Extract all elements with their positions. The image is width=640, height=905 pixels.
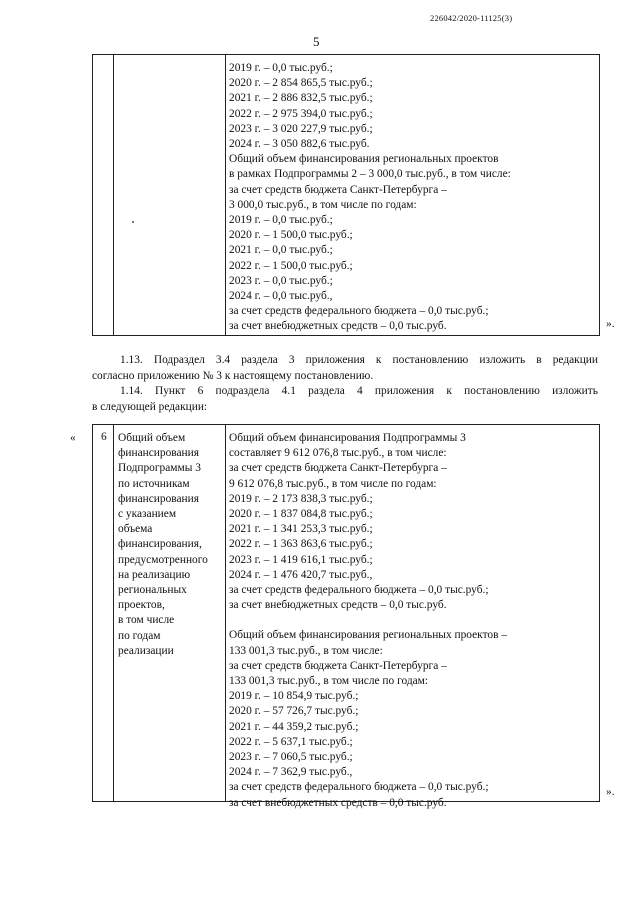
text-line: за счет средств бюджета Санкт-Петербурга – (229, 462, 447, 475)
paragraph-line (92, 384, 598, 400)
row-number: 6 (101, 431, 107, 443)
text-line: за счет средств федерального бюджета – 0,0 тыс.руб.; (229, 584, 489, 597)
text-line: за счет средств федерального бюджета – 0,0 тыс.руб.; (229, 781, 489, 794)
text-line: 2021 г. – 1 341 253,3 тыс.руб.; (229, 523, 373, 536)
text-line: региональных (118, 584, 187, 597)
text-line: 2021 г. – 0,0 тыс.руб.; (229, 244, 333, 257)
word: в (536, 354, 542, 366)
text-line: 2024 г. – 7 362,9 тыс.руб., (229, 766, 353, 779)
spacer (229, 613, 507, 628)
word: приложения (374, 385, 435, 397)
word: раздела (241, 354, 278, 366)
text-line: финансирования (118, 492, 199, 505)
text-line: за счет средств бюджета Санкт-Петербурга – (229, 659, 447, 672)
word: Пункт (155, 385, 186, 397)
text-line: 2020 г. – 57 726,7 тыс.руб.; (229, 705, 359, 718)
text-line: за счет внебюджетных средств – 0,0 тыс.руб. (229, 599, 447, 612)
document-id: 226042/2020-11125(3) (430, 13, 513, 23)
text-line: 9 612 076,8 тыс.руб., в том числе по годам: (229, 477, 437, 490)
text-line: 2022 г. – 1 500,0 тыс.руб.; (229, 259, 353, 272)
text-line: 2024 г. – 0,0 тыс.руб., (229, 290, 333, 303)
word: 4.1 (281, 385, 296, 397)
text-line: 2020 г. – 2 854 865,5 тыс.руб.; (229, 77, 373, 90)
table-item-6 (92, 424, 600, 809)
text-line: 2024 г. – 1 476 420,7 тыс.руб., (229, 568, 373, 581)
text-line: 2021 г. – 44 359,2 тыс.руб.; (229, 720, 359, 733)
word: к (375, 354, 382, 366)
word: 1.13. (120, 354, 143, 366)
text-line: 2023 г. – 3 020 227,9 тыс.руб.; (229, 122, 373, 135)
text-line: Подпрограммы 3 (118, 462, 201, 475)
text-line: с указанием (118, 508, 177, 521)
text-line: за счет средств бюджета Санкт-Петербурга – (229, 183, 447, 196)
word: 1.14. (120, 385, 143, 397)
text-line: 2020 г. – 1 837 084,8 тыс.руб.; (229, 508, 373, 521)
text-line: объема (118, 523, 153, 536)
word: изложить (479, 354, 526, 366)
text-line: 2022 г. – 5 637,1 тыс.руб.; (229, 735, 353, 748)
text-line: 2019 г. – 10 854,9 тыс.руб.; (229, 690, 359, 703)
word: приложения (305, 354, 365, 366)
word: 3.4 (215, 354, 231, 366)
text-line: в рамках Подпрограммы 2 – 3 000,0 тыс.руб., в том числе: (229, 168, 511, 181)
text-line: на реализацию (118, 568, 191, 581)
text-line: 3 000,0 тыс.руб., в том числе по годам: (229, 198, 417, 211)
text-line: в том числе (118, 614, 175, 627)
word: постановлению (464, 385, 540, 397)
paragraph-line (92, 353, 598, 369)
closing-quote: ». (606, 786, 615, 798)
text-line: проектов, (118, 599, 165, 612)
text-line: 133 001,3 тыс.руб., в том числе: (229, 644, 383, 657)
text-line: Общий объем (118, 432, 186, 444)
scan-speck (132, 221, 134, 223)
column-divider (225, 55, 226, 335)
text-line: 2020 г. – 1 500,0 тыс.руб.; (229, 229, 353, 242)
opening-quote: « (70, 432, 76, 444)
text-line: реализации (118, 644, 174, 657)
text-line: 2021 г. – 2 886 832,5 тыс.руб.; (229, 92, 373, 105)
text-line: 2022 г. – 1 363 863,6 тыс.руб.; (229, 538, 373, 551)
text-line: составляет 9 612 076,8 тыс.руб., в том числе: (229, 447, 447, 460)
text-line: по источникам (118, 477, 190, 490)
word: редакции (552, 354, 598, 366)
paragraph-line: согласно приложению № 3 к настоящему постановлению. (92, 369, 374, 382)
text-line: за счет внебюджетных средств – 0,0 тыс.руб. (229, 320, 447, 333)
text-line: 2019 г. – 0,0 тыс.руб.; (229, 214, 333, 227)
text-line: предусмотренного (118, 553, 208, 566)
word: раздела (308, 385, 345, 397)
table-continuation (92, 54, 600, 336)
text-line: 2019 г. – 0,0 тыс.руб.; (229, 62, 333, 74)
text-line: 2019 г. – 2 173 838,3 тыс.руб.; (229, 492, 373, 505)
paragraph-1-13 (92, 353, 598, 384)
text-line: за счет средств федерального бюджета – 0,0 тыс.руб.; (229, 305, 489, 318)
text-line: 2023 г. – 7 060,5 тыс.руб.; (229, 751, 353, 764)
text-line: Общий объем финансирования региональных проектов (229, 153, 499, 166)
text-line: Общий объем финансирования региональных проектов – (229, 629, 508, 642)
text-line: финансирования, (118, 538, 202, 551)
word: подраздела (215, 385, 270, 397)
text-line: 2023 г. – 0,0 тыс.руб.; (229, 274, 333, 287)
financing-cell (229, 61, 511, 335)
column-divider (113, 425, 114, 801)
paragraph-1-14 (92, 384, 598, 415)
text-line: 133 001,3 тыс.руб., в том числе по годам: (229, 675, 429, 688)
text-line: по годам (118, 629, 161, 642)
text-line: финансирования (118, 447, 199, 460)
word: постановлению (392, 354, 469, 366)
word: 4 (356, 385, 363, 397)
closing-quote: ». (606, 318, 615, 330)
text-line: 2022 г. – 2 975 394,0 тыс.руб.; (229, 107, 373, 120)
text-line: 2024 г. – 3 050 882,6 тыс.руб. (229, 138, 370, 151)
financing-cell (229, 431, 507, 811)
column-divider (113, 55, 114, 335)
text-line: Общий объем финансирования Подпрограммы 3 (229, 432, 466, 444)
word: 6 (197, 385, 204, 397)
word: к (446, 385, 452, 397)
word: 3 (288, 354, 295, 366)
text-line: за счет внебюджетных средств – 0,0 тыс.руб. (229, 796, 447, 809)
page-number: 5 (313, 34, 320, 49)
paragraph-line: в следующей редакции: (92, 400, 208, 413)
text-line: 2023 г. – 1 419 616,1 тыс.руб.; (229, 553, 373, 566)
word: Подраздел (153, 354, 205, 366)
indicator-name-cell (118, 431, 226, 659)
word: изложить (552, 385, 598, 397)
